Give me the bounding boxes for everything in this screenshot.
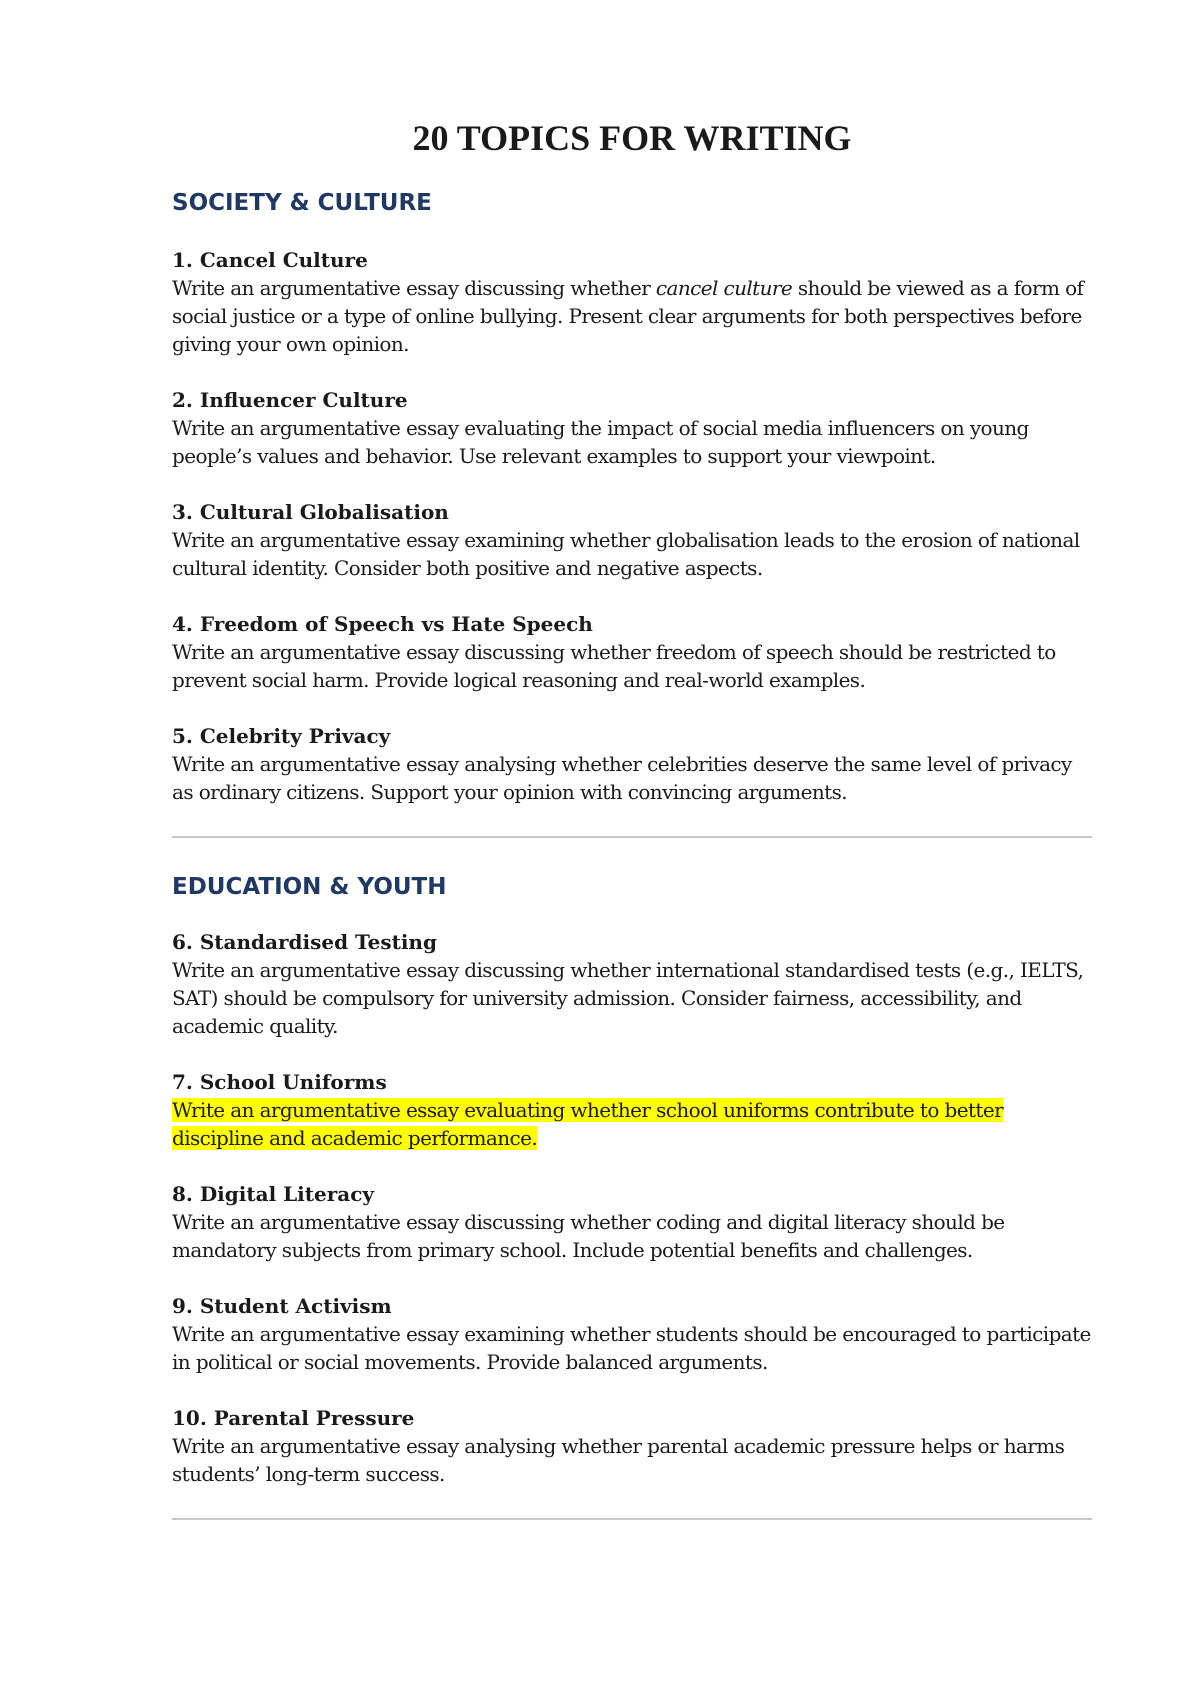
topic-title: 6. Standardised Testing: [172, 930, 437, 954]
section-society-culture: [172, 188, 1092, 806]
topic-item: [172, 386, 1092, 470]
topic-body: Write an argumentative essay discussing whether international standardised tests (e.g., IELTS, SAT) should be compulsory for university admission. Consider fairness, accessibility, and academic quality.: [172, 958, 1084, 1038]
section-divider: [172, 836, 1092, 838]
section-education-youth: [172, 872, 1092, 1488]
topic-title: 10. Parental Pressure: [172, 1406, 415, 1430]
topic-body-text: Write an argumentative essay discussing whether: [172, 276, 656, 300]
topic-body-text: should be viewed as a form of social justice or a type of online bullying. Present clear arguments for both perspectives before giving your own opinion.: [172, 276, 1084, 356]
topic-body-emphasis: cancel culture: [655, 276, 793, 300]
highlighted-text: Write an argumentative essay evaluating whether school uniforms contribute to better discipline and academic performance.: [172, 1098, 1004, 1150]
topic-title: 3. Cultural Globalisation: [172, 500, 449, 524]
topic-body: Write an argumentative essay evaluating the impact of social media influencers on young people’s values and behavior. Use relevant examples to support your viewpoint.: [172, 416, 1029, 468]
topic-body: Write an argumentative essay discussing whether freedom of speech should be restricted to prevent social harm. Provide logical reasoning and real-world examples.: [172, 640, 1056, 692]
topic-item: [172, 722, 1092, 806]
topic-item: [172, 610, 1092, 694]
section-heading: SOCIETY & CULTURE: [172, 190, 432, 216]
topic-title: 8. Digital Literacy: [172, 1182, 375, 1206]
topic-title: 4. Freedom of Speech vs Hate Speech: [172, 612, 593, 636]
topic-body: Write an argumentative essay examining whether students should be encouraged to participate in political or social movements. Provide balanced arguments.: [172, 1322, 1091, 1374]
topic-body: Write an argumentative essay discussing whether coding and digital literacy should be mandatory subjects from primary school. Include potential benefits and challenges.: [172, 1210, 1005, 1262]
document-content: [172, 116, 1092, 1554]
topic-body: [172, 274, 1092, 358]
topic-item: [172, 498, 1092, 582]
topic-body-highlighted: [172, 1096, 1092, 1152]
topic-title: 1. Cancel Culture: [172, 248, 368, 272]
topic-body: Write an argumentative essay analysing whether parental academic pressure helps or harms students’ long-term success.: [172, 1434, 1065, 1486]
section-heading: EDUCATION & YOUTH: [172, 874, 447, 900]
topic-item: [172, 1068, 1092, 1152]
topic-item: [172, 1292, 1092, 1376]
topic-item: [172, 928, 1092, 1040]
topic-item: [172, 1404, 1092, 1488]
section-divider: [172, 1518, 1092, 1520]
topic-title: 2. Influencer Culture: [172, 388, 408, 412]
topic-item: [172, 246, 1092, 358]
topic-title: 7. School Uniforms: [172, 1070, 387, 1094]
topic-title: 5. Celebrity Privacy: [172, 724, 391, 748]
topic-body: Write an argumentative essay examining whether globalisation leads to the erosion of national cultural identity. Consider both positive and negative aspects.: [172, 528, 1080, 580]
page-title: 20 TOPICS FOR WRITING: [412, 118, 852, 158]
topic-body: Write an argumentative essay analysing whether celebrities deserve the same level of privacy as ordinary citizens. Support your opinion with convincing arguments.: [172, 752, 1072, 804]
topic-item: [172, 1180, 1092, 1264]
topic-title: 9. Student Activism: [172, 1294, 392, 1318]
